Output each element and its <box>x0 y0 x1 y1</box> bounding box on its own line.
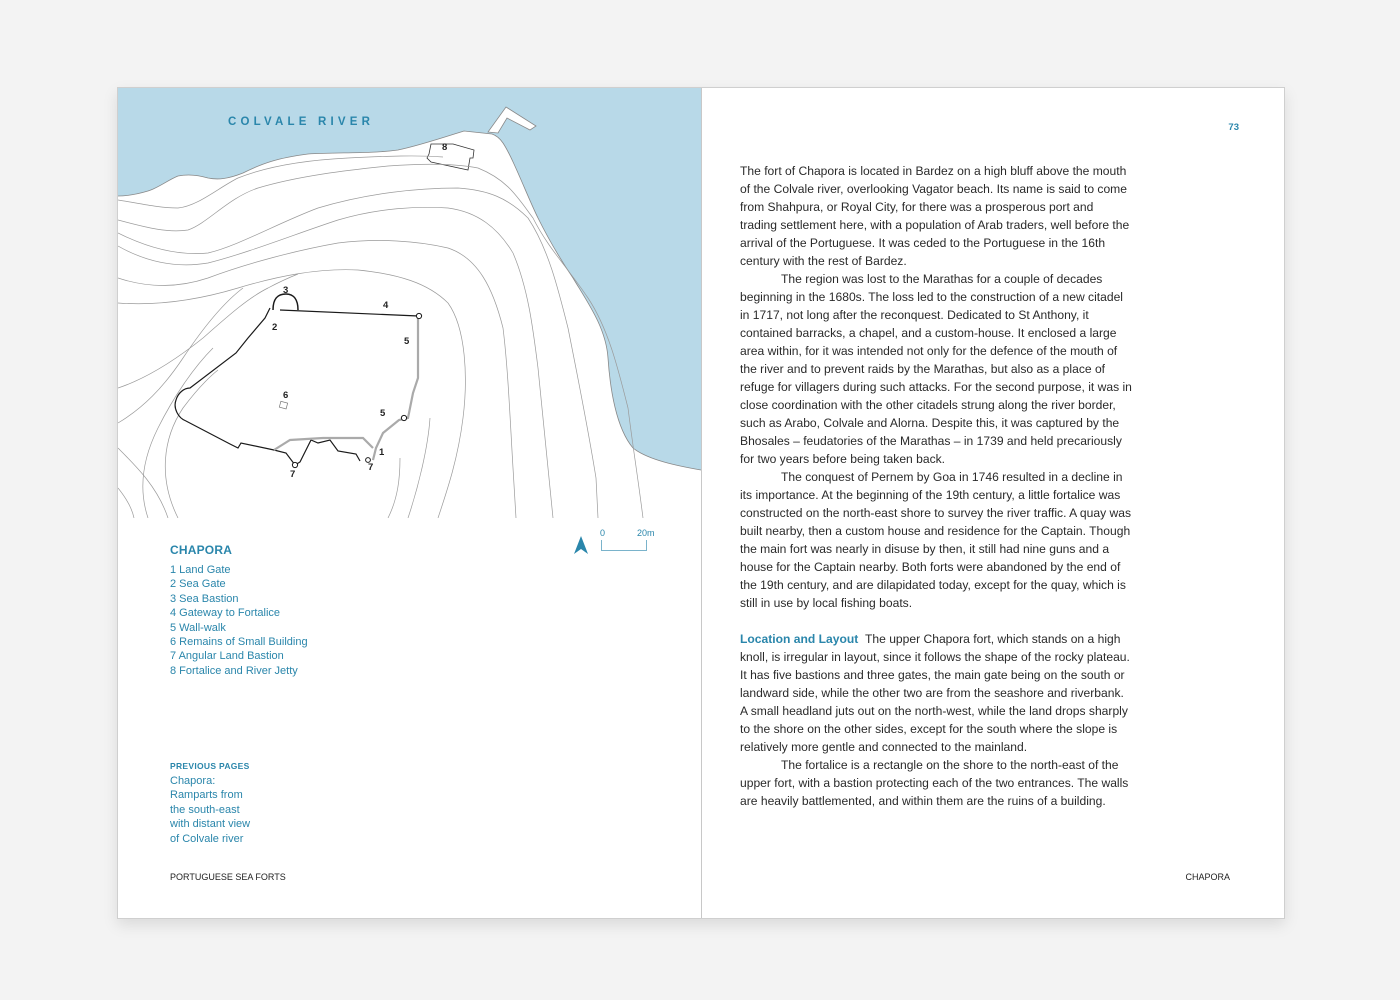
legend-list <box>170 563 308 678</box>
plan-number-6: 6 <box>283 390 289 401</box>
legend-item: 3 Sea Bastion <box>170 592 239 605</box>
contour-line <box>118 207 553 518</box>
plan-number-5: 5 <box>380 408 386 419</box>
right-page <box>701 88 1284 918</box>
legend-item: 7 Angular Land Bastion <box>170 650 284 663</box>
plan-number-7: 7 <box>290 469 296 480</box>
plan-number-1: 1 <box>379 447 385 458</box>
plan-number-2: 2 <box>272 322 278 333</box>
legend-title: CHAPORA <box>170 543 233 557</box>
legend-item: 1 Land Gate <box>170 564 231 576</box>
map-drawing <box>118 88 701 518</box>
plan-number-8: 8 <box>442 142 448 153</box>
bastion-round <box>401 415 406 420</box>
contour-line <box>118 274 298 388</box>
contour-line <box>388 458 400 518</box>
caption-line: Ramparts from <box>170 789 243 802</box>
body-text <box>740 162 1132 810</box>
scale-start-label: 0 <box>600 528 606 538</box>
scale-bar <box>600 528 660 554</box>
legend-item: 6 Remains of Small Building <box>170 636 308 649</box>
river-label: COLVALE RIVER <box>228 116 375 128</box>
section-heading: Location and Layout <box>740 632 859 646</box>
contour-line <box>118 241 516 518</box>
paragraph: The fortalice is a rectangle on the shore to the north-east of the upper fort, with a bastion protecting each of the two entrances. The walls are heavily battlemented, and within them are the ruins of a building. <box>740 758 1129 808</box>
caption-line: the south-east <box>170 803 240 816</box>
fort-plan-map <box>118 88 701 518</box>
paragraph: The fort of Chapora is located in Bardez on a high bluff above the mouth of the Colvale river, overlooking Vagator beach. Its name is said to come from Shahpura, or Royal City, for there was a prosperous port and trading settlement here, with a population of Arab traders, well before the arrival of the Portuguese. It was ceded to the Portuguese in the 16th century with the rest of Bardez. <box>740 164 1130 268</box>
paragraph: The conquest of Pernem by Goa in 1746 resulted in a decline in its importance. At the beginning of the 19th century, a little fortalice was constructed on the north-east shore to survey the river traffic. A quay was built nearby, then a custom house and residence for the Captain. Though the main fort was nearly in disuse by then, it still had nine guns and a house for the Captain nearby. Both forts were abandoned by the end of the 19th century, and are dilapidated today, except for the quay, which is still in use by local fishing boats. <box>740 470 1132 610</box>
bastion-round <box>416 313 421 318</box>
plan-number-4: 4 <box>383 300 389 311</box>
bastion-round <box>292 462 297 467</box>
contour-line <box>118 488 134 518</box>
previous-pages-caption <box>170 774 250 846</box>
page-number: 73 <box>1228 122 1239 133</box>
contour-line <box>143 348 213 518</box>
running-footer-left: PORTUGUESE SEA FORTS <box>170 872 286 882</box>
contour-line <box>165 370 218 518</box>
contour-line <box>408 418 430 518</box>
fort-outline <box>175 294 421 468</box>
caption-line: Chapora: <box>170 775 216 787</box>
sea-bastion <box>273 294 298 310</box>
plan-number-3: 3 <box>283 285 289 296</box>
left-page <box>118 88 701 918</box>
scale-bar-line <box>601 540 647 551</box>
section-text: The upper Chapora fort, which stands on a high knoll, is irregular in layout, since it follows the shape of the rocky plateau. It has five bastions and three gates, the main gate being on the south or landward side, while the other two are from the seashore and riverbank. A small headland juts out on the north-west, while the land drops sharply to the shore on the other sides, except for the south where the slope is relatively more gentle and connected to the mainland. <box>740 632 1130 754</box>
caption-line: of Colvale river <box>170 832 244 845</box>
previous-pages-title: PREVIOUS PAGES <box>170 761 250 771</box>
fort-wall <box>175 308 418 465</box>
plan-number-7: 7 <box>368 462 374 473</box>
small-building-ruin <box>279 401 287 409</box>
contour-line <box>118 288 243 423</box>
book-spread <box>117 87 1285 919</box>
legend-item: 5 Wall-walk <box>170 621 226 634</box>
caption-line: with distant view <box>170 818 251 831</box>
north-arrow-icon <box>574 536 588 554</box>
legend-item: 2 Sea Gate <box>170 578 226 591</box>
wall-walk <box>274 316 418 460</box>
paragraph: The region was lost to the Marathas for a couple of decades beginning in the 1680s. The loss led to the construction of a new citadel in 1717, not long after the reconquest. Dedicated to St Anthony, it contained barracks, a chapel, and a custom-house. It enclosed a large area within, for it was intended not only for the defence of the mouth of the river and to prevent raids by the Marathas, but also as a place of refuge for villagers during such attacks. For the second purpose, it was in close coordination with the other citadels strung along the river border, such as Arabo, Colvale and Alorna. Despite this, it was captured by the Bhosales – feudatories of the Marathas – in 1739 and held precariously for two years before being taken back. <box>740 272 1132 466</box>
running-footer-right: CHAPORA <box>1185 872 1230 882</box>
legend-item: 8 Fortalice and River Jetty <box>170 664 298 677</box>
scale-end-label: 20m <box>637 528 655 538</box>
contour-line <box>118 188 598 518</box>
section-paragraph <box>740 630 1132 756</box>
plan-number-5: 5 <box>404 336 410 347</box>
legend-item: 4 Gateway to Fortalice <box>170 607 281 620</box>
